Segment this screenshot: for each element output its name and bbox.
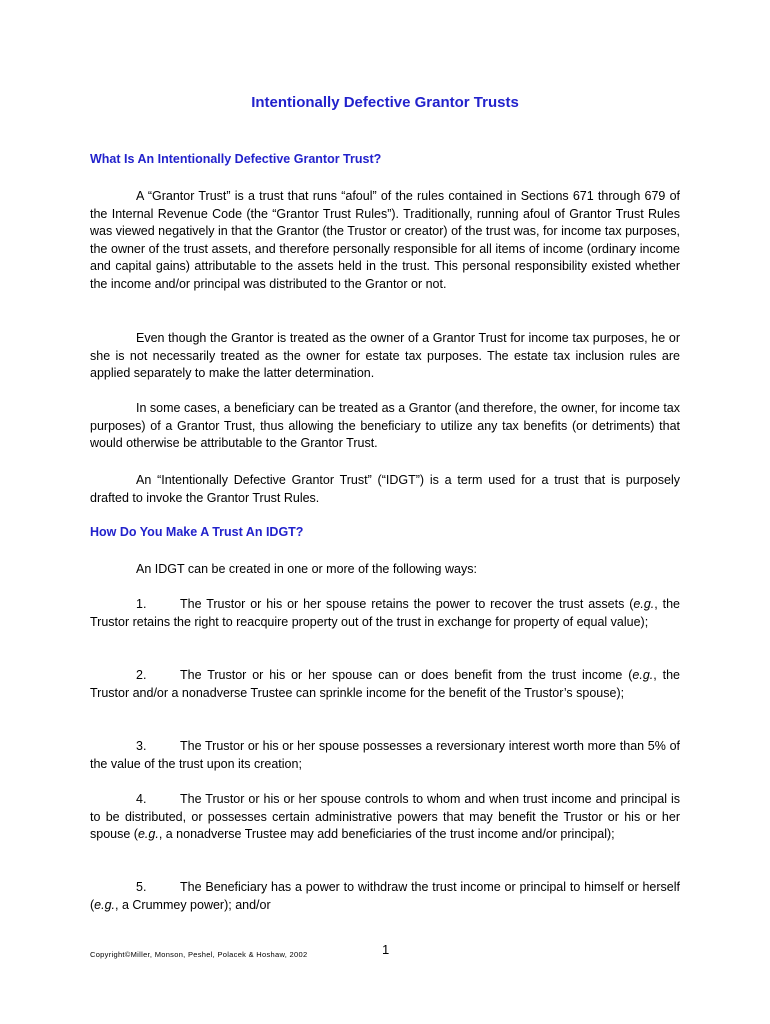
- paragraph-grantor-trust-definition: A “Grantor Trust” is a trust that runs “afoul” of the rules contained in Sections 671 through 679 of the Internal Revenue Code (the “Grantor Trust Rules”). Traditionally, running afoul of Grantor Trust Rules was viewed negatively in that the Grantor (the Trustor or creator) of the trust was, for income tax purposes, the owner of the trust assets, and therefore personally responsible for all items of income (ordinary income and capital gains) attributable to the assets held in the trust. This personal responsibility existed whether the income and/or principal was distributed to the Grantor or not.: [90, 189, 680, 291]
- page-number: 1: [382, 942, 390, 957]
- paragraph-idgt-term: An “Intentionally Defective Grantor Trust” (“IDGT”) is a term used for a trust that is purposely drafted to invoke the Grantor Trust Rules.: [90, 473, 680, 505]
- list-item-1: 1. The Trustor or his or her spouse retains the power to recover the trust assets (e.g., the Trustor retains the right to reacquire property out of the trust in exchange for property of equal value);: [90, 597, 680, 629]
- paragraph-estate-tax: Even though the Grantor is treated as the owner of a Grantor Trust for income tax purposes, he or she is not necessarily treated as the owner for estate tax purposes. The estate tax inclusion rules are applied separately to make the latter determination.: [90, 331, 680, 380]
- list-item-number: 2.: [136, 668, 147, 682]
- document-title: Intentionally Defective Grantor Trusts: [251, 94, 519, 111]
- copyright-footer: Copyright©Miller, Monson, Peshel, Polacek & Hoshaw, 2002: [90, 950, 308, 959]
- section-heading-how-to-make: How Do You Make A Trust An IDGT?: [90, 525, 304, 539]
- paragraph-idgt-intro: An IDGT can be created in one or more of the following ways:: [136, 562, 477, 576]
- list-item-2: 2. The Trustor or his or her spouse can or does benefit from the trust income (e.g., the Trustor and/or a nonadverse Trustee can sprinkle income for the benefit of the Trustor’s spouse);: [90, 668, 680, 700]
- list-item-number: 5.: [136, 880, 147, 894]
- section-heading-what-is: What Is An Intentionally Defective Grantor Trust?: [90, 152, 382, 166]
- list-item-5: 5. The Beneficiary has a power to withdraw the trust income or principal to himself or herself (e.g., a Crummey power); and/or: [90, 880, 680, 912]
- list-item-3: 3. The Trustor or his or her spouse possesses a reversionary interest worth more than 5% of the value of the trust upon its creation;: [90, 739, 680, 771]
- list-item-4: 4. The Trustor or his or her spouse controls to whom and when trust income and principal is to be distributed, or possesses certain administrative powers that may benefit the Trustor or his or her spouse (e.g., a nonadverse Trustee may add beneficiaries of the trust income and/or principal);: [90, 792, 680, 841]
- list-item-number: 1.: [136, 597, 147, 611]
- list-item-number: 4.: [136, 792, 147, 806]
- list-item-number: 3.: [136, 739, 147, 753]
- paragraph-beneficiary-grantor: In some cases, a beneficiary can be treated as a Grantor (and therefore, the owner, for income tax purposes) of a Grantor Trust, thus allowing the beneficiary to utilize any tax benefits (or detriments) that would otherwise be attributable to the Grantor Trust.: [90, 401, 680, 450]
